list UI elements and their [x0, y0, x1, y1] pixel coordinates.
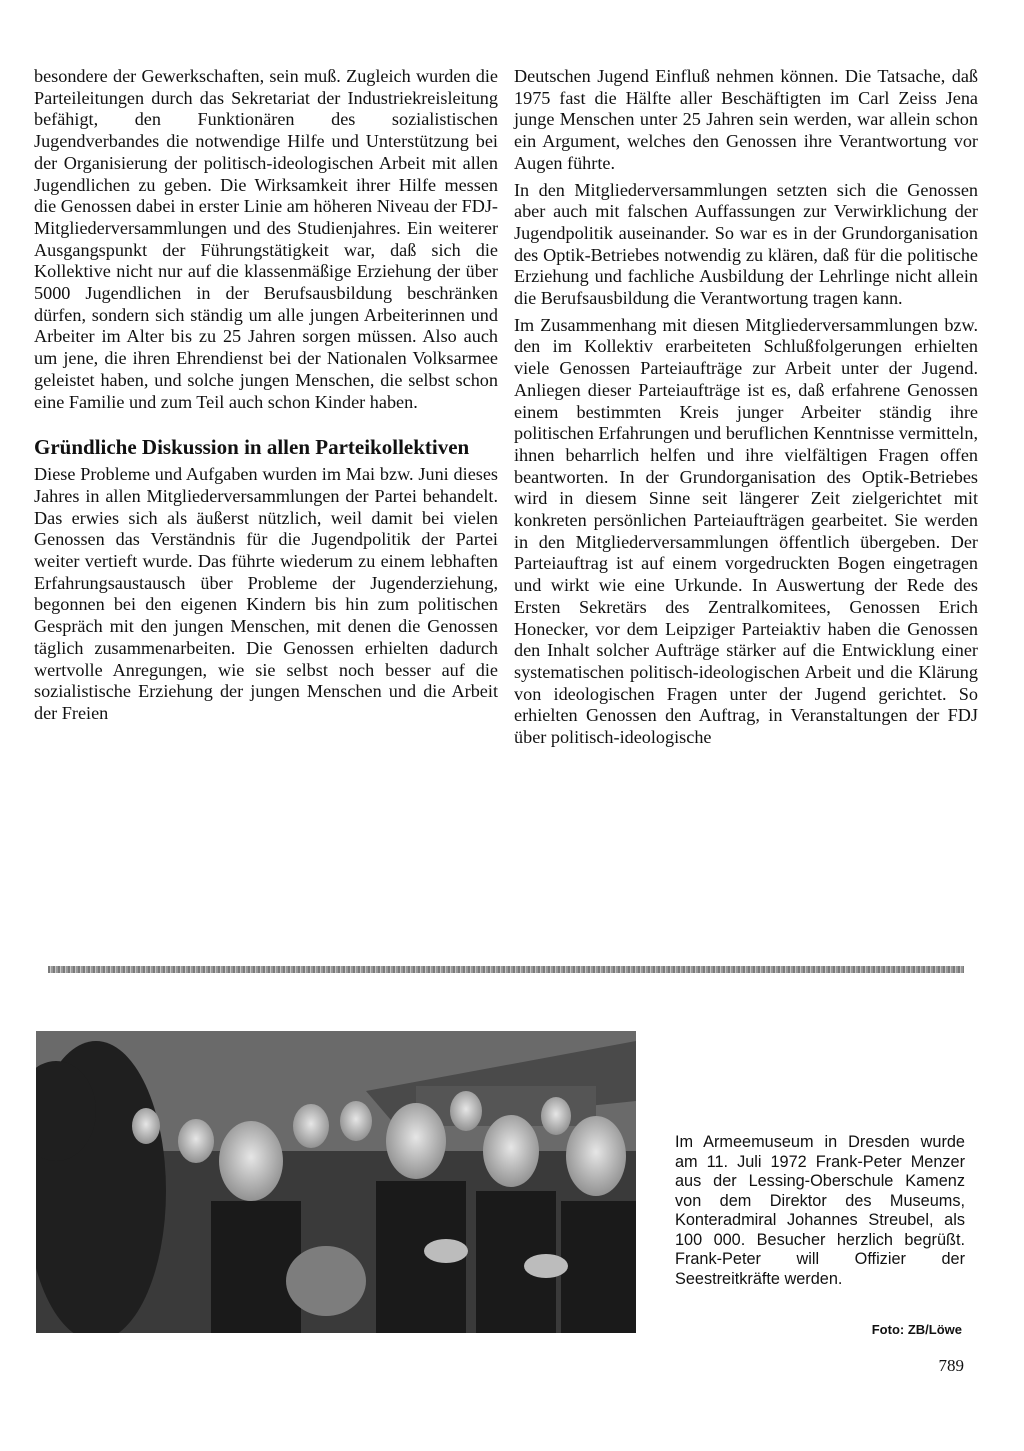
photo-caption: Im Armeemuseum in Dresden wurde am 11. Juli 1972 Frank-Peter Menzer aus der Lessing-Oberschule Kamenz von dem Direktor des Museums, Konteradmiral Johannes Streubel, als 100 000. Besucher herzlich begrüßt. Frank-Peter will Offizier der Seestreitkräfte werden. — [675, 1133, 965, 1288]
body-paragraph: Im Zusammenhang mit diesen Mitgliederversammlungen bzw. den im Kollektiv erarbeiteten Schlußfolgerungen erhielten viele Genossen Parteiaufträge zur Arbeit unter der Jugend. Anliegen dieser Parteiaufträge ist es, daß erfahrene Genossen einem bestimmten Kreis junger Arbeiter ständig ihre politischen Erfahrungen und beruflichen Kenntnisse vermitteln, ihnen beharrlich helfen und ihre vielfältigen Fragen offen beantworten. In der Grundorganisation des Optik-Betriebes wird in diesem Sinne seit längerer Zeit zielgerichtet mit konkreten persönlichen Parteiaufträgen gearbeitet. Sie werden in den Mitgliederversammlungen öffentlich übergeben. Der Parteiauftrag ist auf einem vorgedruckten Bogen eingetragen und wirkt wie eine Urkunde. In Auswertung der Rede des Ersten Sekretärs des Zentralkomitees, Genossen Erich Honecker, vor dem Leipziger Parteiaktiv haben die Genossen den Inhalt solcher Aufträge stärker auf die Entwicklung einer systematischen politisch-ideologischen Arbeit und die Klärung von ideologischen Fragen unter der Jugend gerichtet. So erhielten Genossen den Auftrag, in Veranstaltungen der FDJ über politisch-ideologische — [514, 314, 978, 748]
photo-credit: Foto: ZB/Löwe — [871, 1322, 962, 1337]
right-column — [514, 66, 978, 749]
news-photo — [36, 1031, 636, 1333]
photo-illustration — [36, 1031, 636, 1333]
section-heading: Gründliche Diskussion in allen Parteikollektiven — [34, 435, 470, 460]
body-paragraph: Diese Probleme und Aufgaben wurden im Mai bzw. Juni dieses Jahres in allen Mitgliederversammlungen der Partei behandelt. Das erwies sich als äußerst nützlich, weil damit bei vielen Genossen das Verständnis für die Jugendpolitik der Partei weiter vertieft wurde. Das führte wiederum zu einem lebhaften Erfahrungsaustausch über Probleme der Jugenderziehung, begonnen bei den eigenen Kindern bis hin zum politischen Gespräch mit den jungen Menschen, mit denen die Genossen täglich zusammenarbeiten. Die Genossen erhielten dadurch wertvolle Anregungen, wie sie selbst noch besser auf die sozialistische Erziehung der jungen Menschen und die Arbeit der Freien — [34, 464, 498, 723]
dotted-divider — [48, 966, 964, 973]
body-paragraph: besondere der Gewerkschaften, sein muß. Zugleich wurden die Parteileitungen durch das Sekretariat der Industriekreisleitung befähigt, den Funktionären des sozialistischen Jugendverbandes die notwendige Hilfe und Unterstützung bei der Organisierung der politisch-ideologischen Arbeit mit allen Jugendlichen zu geben. Die Wirksamkeit ihrer Hilfe messen die Genossen dabei in erster Linie am höheren Niveau der FDJ-Mitgliederversammlungen und des Studienjahres. Ein weiterer Ausgangspunkt der Führungstätigkeit war, daß sich die Kollektive nicht nur auf die klassenmäßige Erziehung der über 5000 Jugendlichen in der Berufsausbildung beschränken dürfen, sondern sich ständig um alle jungen Arbeiterinnen und Arbeiter im Alter bis zu 25 Jahren sorgen müssen. Also auch um jene, die ihren Ehrendienst bei der Nationalen Volksarmee geleistet haben, und solche jungen Menschen, die selbst schon eine Familie und zum Teil auch schon Kinder haben. — [34, 66, 498, 412]
page-number: 789 — [938, 1356, 964, 1375]
left-column — [34, 66, 498, 725]
body-paragraph: Deutschen Jugend Einfluß nehmen können. Die Tatsache, daß 1975 fast die Hälfte aller Beschäftigten im Carl Zeiss Jena junge Menschen unter 25 Jahren sein werden, war allein schon ein Argument, welches den Genossen ihre Verantwortung vor Augen führte. — [514, 66, 978, 173]
body-paragraph: In den Mitgliederversammlungen setzten sich die Genossen aber auch mit falschen Auffassungen zur Verwirklichung der Jugendpolitik auseinander. So war es in der Grundorganisation des Optik-Betriebes notwendig zu klären, daß für die politische Erziehung und fachliche Ausbildung der Lehrlinge nicht allein die Berufsausbildung die Verantwortung tragen kann. — [514, 179, 978, 309]
